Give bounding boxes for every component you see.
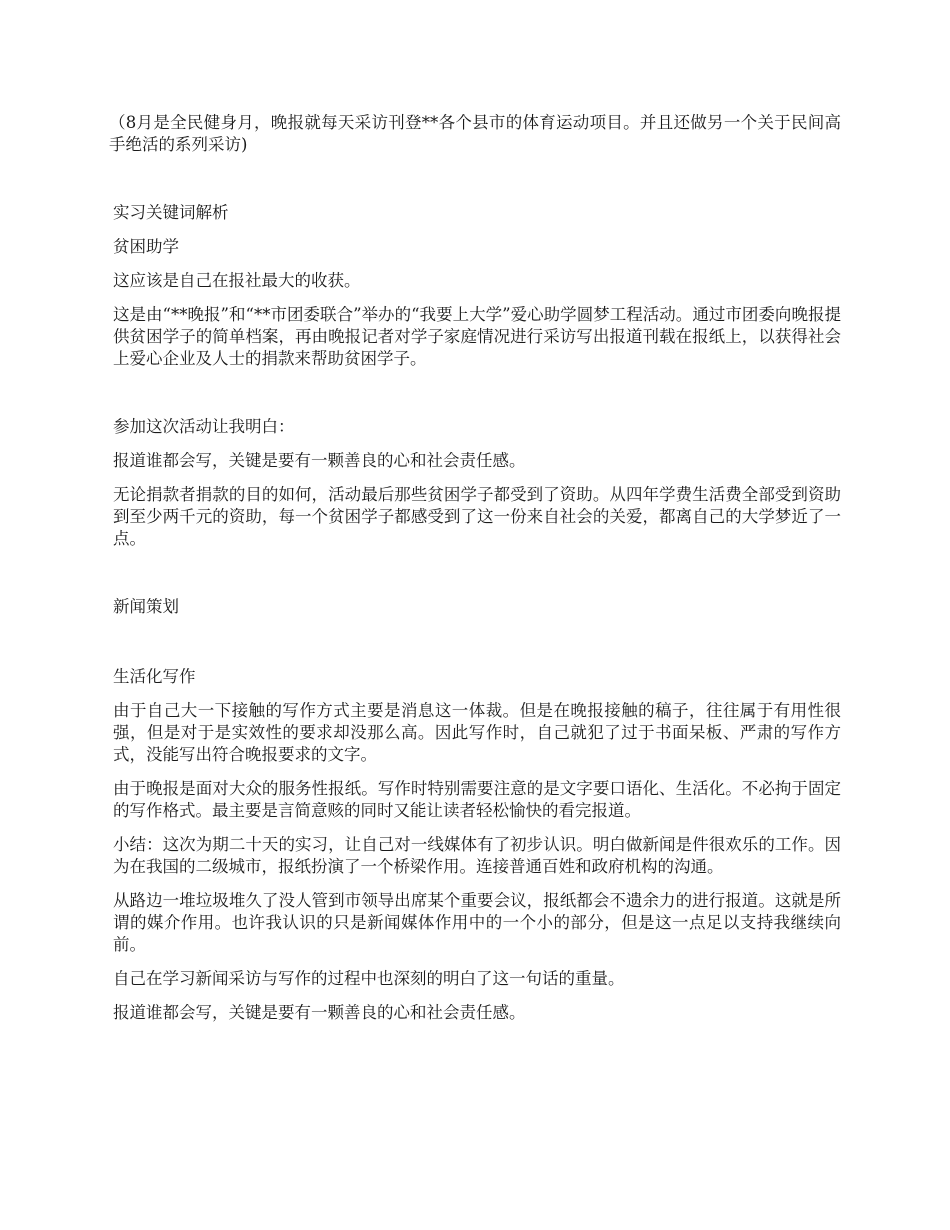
intro-paragraph: （8月是全民健身月，晚报就每天采访刊登**各个县市的体育运动项目。并且还做另一个关于民间高手绝活的系列采访) bbox=[109, 113, 841, 154]
paragraph-lesson-intro: 参加这次活动让我明白： bbox=[113, 417, 295, 436]
paragraph-reflection: 自己在学习新闻采访与写作的过程中也深刻的明白了这一句话的重量。 bbox=[113, 969, 625, 988]
paragraph-writing-style: 由于自己大一下接触的写作方式主要是消息这一体裁。但是在晚报接触的稿子，往往属于有用性很强，但是对于是实效性的要求却没那么高。因此写作时，自己就犯了过于书面呆板、严肃的写作方式，没能写出符合晚报要求的文字。 bbox=[113, 701, 841, 764]
paragraph-biggest-gain: 这应该是自己在报社最大的收获。 bbox=[113, 271, 361, 290]
paragraph-closing: 报道谁都会写，关键是要有一颗善良的心和社会责任感。 bbox=[113, 1003, 526, 1022]
section-heading-life-writing: 生活化写作 bbox=[113, 667, 196, 686]
paragraph-lesson: 报道谁都会写，关键是要有一颗善良的心和社会责任感。 bbox=[113, 451, 526, 470]
section-heading-news-planning: 新闻策划 bbox=[113, 597, 179, 616]
paragraph-donation-outcome: 无论捐款者捐款的目的如何，活动最后那些贫困学子都受到了资助。从四年学费生活费全部受到资助到至少两千元的资助，每一个贫困学子都感受到了这一份来自社会的关爱，都离自己的大学梦近了一点。 bbox=[113, 485, 841, 548]
paragraph-activity-description: 这是由“**晚报”和“**市团委联合”举办的“我要上大学”爱心助学圆梦工程活动。通过市团委向晚报提供贫困学子的简单档案，再由晚报记者对学子家庭情况进行采访写出报道刊载在报纸上，以获得社会上爱心企业及人士的捐款来帮助贫困学子。 bbox=[113, 305, 841, 368]
paragraph-media-role: 从路边一堆垃圾堆久了没人管到市领导出席某个重要会议，报纸都会不遗余力的进行报道。这就是所谓的媒介作用。也许我认识的只是新闻媒体作用中的一个小的部分，但是这一点足以支持我继续向前。 bbox=[113, 891, 841, 954]
section-heading-keywords: 实习关键词解析 bbox=[113, 203, 229, 222]
subheading-poverty-aid: 贫困助学 bbox=[113, 237, 179, 256]
paragraph-summary: 小结：这次为期二十天的实习，让自己对一线媒体有了初步认识。明白做新闻是件很欢乐的工作。因为在我国的二级城市，报纸扮演了一个桥梁作用。连接普通百姓和政府机构的沟通。 bbox=[113, 835, 841, 876]
document-body bbox=[109, 112, 841, 1036]
paragraph-evening-paper: 由于晚报是面对大众的服务性报纸。写作时特别需要注意的是文字要口语化、生活化。不必拘于固定的写作格式。最主要是言简意赅的同时又能让读者轻松愉快的看完报道。 bbox=[113, 779, 841, 820]
